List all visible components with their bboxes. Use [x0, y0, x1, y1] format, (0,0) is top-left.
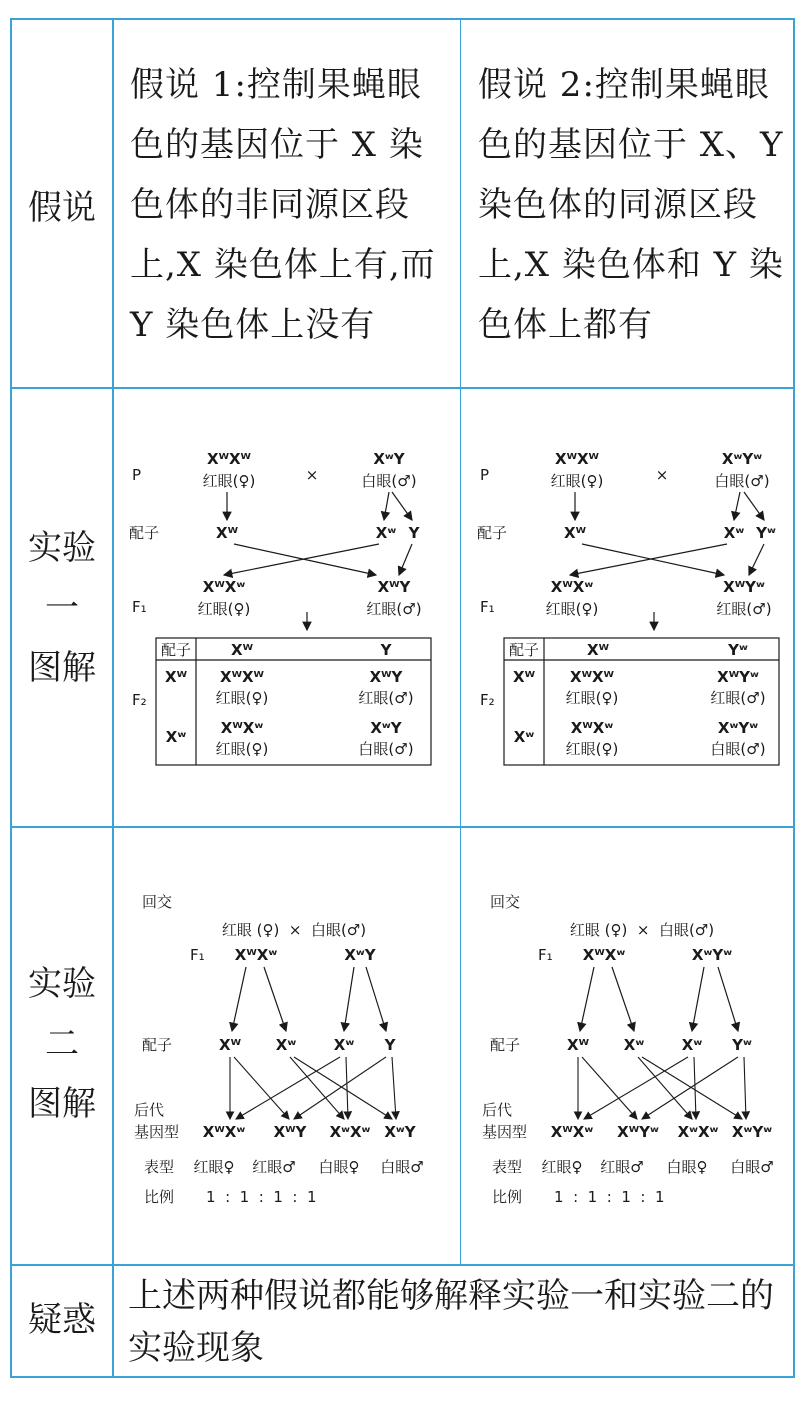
phenotype: 白眼♀ — [666, 1158, 708, 1176]
f1-female-genotype: XᵂXʷ — [550, 578, 594, 596]
table-header: Xᵂ — [231, 641, 253, 659]
gamete: Xᵂ — [219, 1036, 241, 1054]
cross-sign: × — [655, 466, 669, 484]
backcross-title: 回交 — [142, 893, 173, 911]
text-line: 上,X 染色体上有,而 — [130, 245, 436, 285]
offspring-genotype: XᵂXʷ — [202, 1123, 246, 1141]
parents-phenotype: 红眼 (♀) × 白眼(♂) — [221, 921, 367, 939]
cross-sign: × — [305, 466, 319, 484]
f1-label: F₁ — [538, 946, 553, 964]
p-female-genotype: XᵂXᵂ — [555, 450, 599, 468]
gamete: Xʷ — [623, 1036, 645, 1054]
arrow — [384, 492, 389, 520]
text-line: 染色体的同源区段 — [478, 185, 758, 225]
row-divider — [10, 1264, 795, 1266]
table-header: Yʷ — [728, 641, 748, 659]
gamete: Xʷ — [333, 1036, 355, 1054]
phenotype-label: 表型 — [144, 1158, 175, 1176]
gamete: Xʷ — [681, 1036, 703, 1054]
arrow — [744, 492, 764, 520]
cell-phenotype: 红眼(♀) — [565, 689, 619, 707]
arrow — [744, 1057, 746, 1119]
f1-label: F₁ — [132, 598, 147, 616]
text-line: 色体上都有 — [478, 305, 653, 345]
column-divider — [460, 18, 461, 1264]
f1-male-phenotype: 红眼(♂) — [366, 600, 422, 618]
cell-genotype: XʷY — [370, 719, 402, 737]
cell-genotype: XᵂXʷ — [570, 719, 614, 737]
gamete: Xᵂ — [564, 524, 586, 542]
backcross-title: 回交 — [490, 893, 521, 911]
f1-female-genotype: XᵂXʷ — [202, 578, 246, 596]
f1-female-phenotype: 红眼(♀) — [197, 600, 251, 618]
arrow — [718, 967, 738, 1031]
offspring-genotype: XʷXʷ — [677, 1123, 719, 1141]
phenotype: 红眼♀ — [193, 1158, 235, 1176]
phenotype: 白眼♂ — [380, 1158, 424, 1176]
row-label-exp1-2: 一 — [45, 588, 79, 628]
gamete-label: 配子 — [142, 1036, 173, 1054]
arrow — [580, 967, 594, 1031]
text-line: 色的基因位于 X、Y — [478, 125, 784, 165]
f1-label: F₁ — [480, 598, 495, 616]
gamete-label: 配子 — [477, 524, 508, 542]
arrow — [264, 967, 286, 1031]
arrow — [749, 544, 764, 575]
row-gamete: Xʷ — [513, 728, 535, 746]
ratio: 1 : 1 : 1 : 1 — [206, 1188, 317, 1206]
offspring-label: 后代 — [482, 1101, 513, 1119]
gamete: Xʷ — [375, 524, 397, 542]
gamete: Xʷ — [275, 1036, 297, 1054]
cell-genotype: XᵂXᵂ — [570, 668, 614, 686]
row-label-exp2-2: 二 — [45, 1024, 79, 1064]
p-male-phenotype: 白眼(♂) — [361, 472, 417, 490]
p-female-genotype: XᵂXᵂ — [207, 450, 251, 468]
exp1-left-diagram — [114, 390, 459, 825]
parents-phenotype: 红眼 (♀) × 白眼(♂) — [569, 921, 715, 939]
text-line: Y 染色体上没有 — [130, 305, 376, 345]
cell-phenotype: 红眼(♀) — [565, 740, 619, 758]
p-label: P — [480, 466, 490, 484]
gamete: Xʷ — [723, 524, 745, 542]
arrow — [236, 1057, 340, 1119]
row-label-doubt: 疑惑 — [28, 1300, 96, 1340]
cell-genotype: XᵂXʷ — [220, 719, 264, 737]
arrow — [734, 492, 740, 520]
row-divider — [10, 826, 795, 828]
arrow — [344, 967, 354, 1031]
row-divider — [10, 387, 795, 389]
table-header: 配子 — [508, 641, 540, 659]
cell-phenotype: 红眼(♂) — [358, 689, 414, 707]
arrow — [290, 1057, 344, 1119]
text-line: 上,X 染色体和 Y 染 — [478, 245, 784, 285]
offspring-genotype: XʷY — [384, 1123, 416, 1141]
offspring-label: 基因型 — [482, 1123, 528, 1141]
offspring-genotype: XʷXʷ — [329, 1123, 371, 1141]
ratio-label: 比例 — [144, 1188, 175, 1206]
table-header: Xᵂ — [587, 641, 609, 659]
ratio: 1 : 1 : 1 : 1 — [554, 1188, 665, 1206]
phenotype: 红眼♀ — [541, 1158, 583, 1176]
phenotype: 红眼♂ — [252, 1158, 296, 1176]
gamete: Yʷ — [732, 1036, 752, 1054]
cell-phenotype: 红眼(♀) — [215, 740, 269, 758]
offspring-label: 基因型 — [134, 1123, 180, 1141]
f1-male-phenotype: 红眼(♂) — [716, 600, 772, 618]
arrow — [346, 1057, 348, 1119]
cell-phenotype: 白眼(♂) — [710, 740, 766, 758]
gamete: Xᵂ — [216, 524, 238, 542]
row-label-hypothesis: 假说 — [28, 188, 96, 228]
text-line: 色体的非同源区段 — [130, 185, 410, 225]
arrow — [584, 1057, 688, 1119]
f2-label: F₂ — [480, 691, 495, 709]
row-label-exp2-1: 实验 — [28, 964, 96, 1004]
f1-female-phenotype: 红眼(♀) — [545, 600, 599, 618]
cell-genotype: XʷYʷ — [717, 719, 759, 737]
table-header: Y — [380, 641, 392, 659]
p-female-phenotype: 红眼(♀) — [202, 472, 256, 490]
gamete-label: 配子 — [490, 1036, 521, 1054]
gamete: Xᵂ — [567, 1036, 589, 1054]
p-label: P — [132, 466, 142, 484]
phenotype: 白眼♀ — [318, 1158, 360, 1176]
exp1-right-diagram — [462, 390, 792, 825]
row-gamete: Xᵂ — [513, 668, 535, 686]
cell-phenotype: 白眼(♂) — [358, 740, 414, 758]
arrow — [399, 544, 412, 575]
arrow — [392, 1057, 396, 1119]
arrow — [692, 967, 704, 1031]
f1-male-genotype: XᵂY — [377, 578, 411, 596]
hypothesis-2-text — [478, 55, 784, 355]
row-label-exp1-3: 图解 — [28, 648, 96, 688]
offspring-genotype: XᵂXʷ — [550, 1123, 594, 1141]
p-male-genotype: XʷY — [373, 450, 405, 468]
f1-label: F₁ — [190, 946, 205, 964]
hypothesis-1-text — [130, 55, 436, 355]
cell-phenotype: 红眼(♂) — [710, 689, 766, 707]
gamete: Y — [408, 524, 420, 542]
gamete-label: 配子 — [129, 524, 160, 542]
row-gamete: Xʷ — [165, 728, 187, 746]
arrow — [392, 492, 412, 520]
offspring-genotype: XᵂYʷ — [617, 1123, 659, 1141]
ratio-label: 比例 — [492, 1188, 523, 1206]
offspring-genotype: XʷYʷ — [731, 1123, 773, 1141]
arrow — [366, 967, 386, 1031]
table-header: 配子 — [160, 641, 192, 659]
cell-phenotype: 红眼(♀) — [215, 689, 269, 707]
phenotype: 白眼♂ — [730, 1158, 774, 1176]
p-male-genotype: XʷYʷ — [721, 450, 763, 468]
offspring-label: 后代 — [134, 1101, 165, 1119]
phenotype-label: 表型 — [492, 1158, 523, 1176]
arrow — [232, 967, 246, 1031]
f1-male-genotype: XᵂYʷ — [723, 578, 765, 596]
text-line: 假说 2:控制果蝇眼 — [478, 65, 770, 105]
f1-female-genotype: XᵂXʷ — [582, 946, 626, 964]
phenotype: 红眼♂ — [600, 1158, 644, 1176]
f1-male-genotype: XʷY — [344, 946, 376, 964]
exp2-right-diagram — [462, 829, 792, 1263]
doubt-text: 上述两种假说都能够解释实验一和实验二的实验现象 — [128, 1276, 774, 1368]
f1-female-genotype: XᵂXʷ — [234, 946, 278, 964]
f1-male-genotype: XʷYʷ — [691, 946, 733, 964]
row-label-exp1-1: 实验 — [28, 528, 96, 568]
arrow — [612, 967, 634, 1031]
row-label-exp2-3: 图解 — [28, 1084, 96, 1124]
arrow — [694, 1057, 696, 1119]
exp2-left-diagram — [114, 829, 459, 1263]
offspring-genotype: XᵂY — [273, 1123, 307, 1141]
arrow — [234, 1057, 289, 1119]
arrow — [638, 1057, 692, 1119]
cell-genotype: XᵂYʷ — [717, 668, 759, 686]
p-male-phenotype: 白眼(♂) — [714, 472, 770, 490]
cell-genotype: XᵂY — [369, 668, 403, 686]
f2-label: F₂ — [132, 691, 147, 709]
p-female-phenotype: 红眼(♀) — [550, 472, 604, 490]
text-line: 假说 1:控制果蝇眼 — [130, 65, 422, 105]
arrow — [582, 1057, 637, 1119]
row-gamete: Xᵂ — [165, 668, 187, 686]
cell-genotype: XᵂXᵂ — [220, 668, 264, 686]
gamete: Y — [384, 1036, 396, 1054]
text-line: 色的基因位于 X 染 — [130, 125, 424, 165]
gamete: Yʷ — [756, 524, 776, 542]
